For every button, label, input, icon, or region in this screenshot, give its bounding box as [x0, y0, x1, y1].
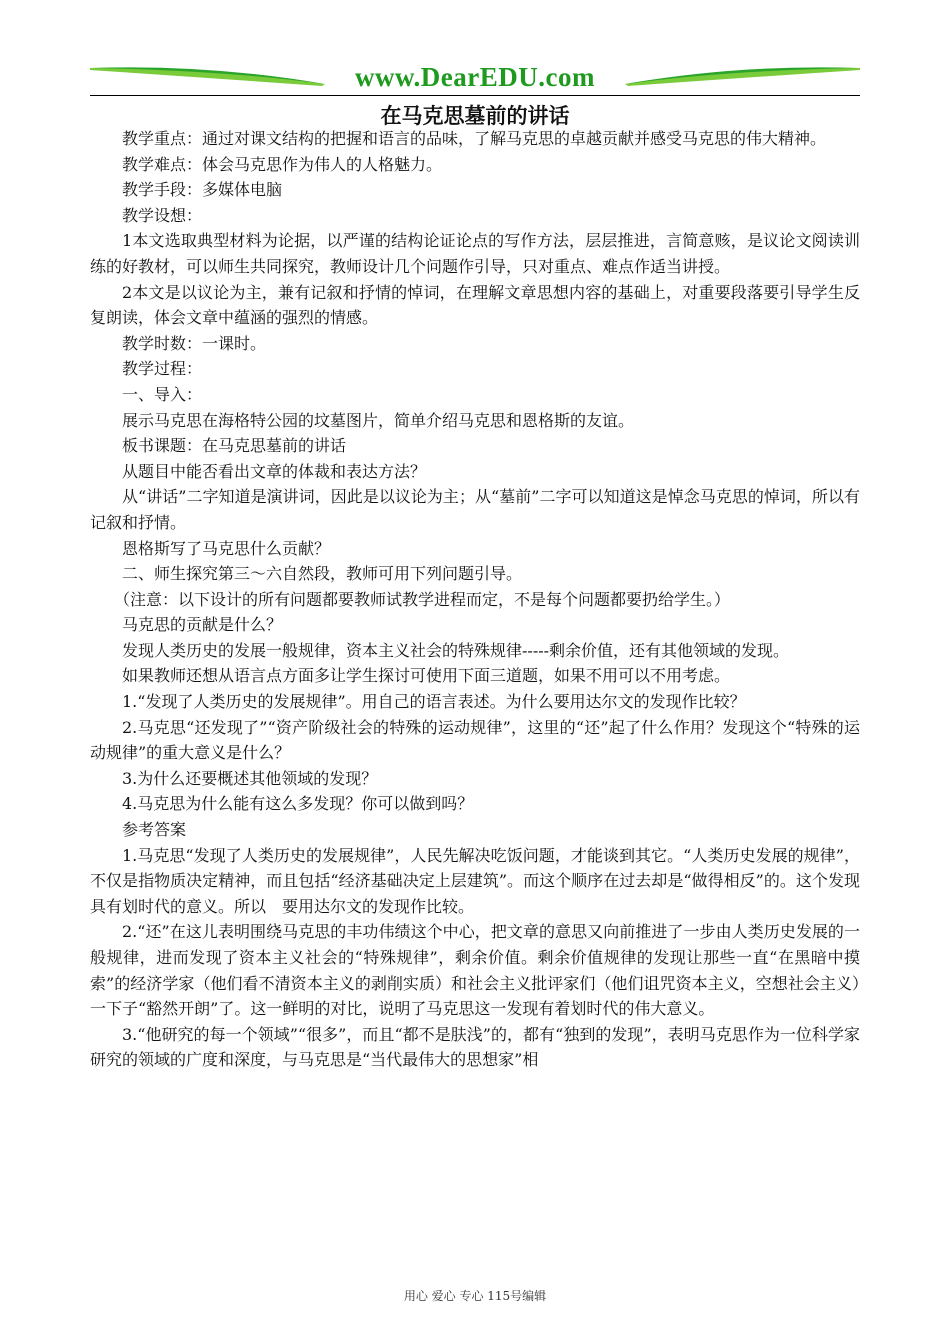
- paragraph: 教学重点：通过对课文结构的把握和语言的品味，了解马克思的卓越贡献并感受马克思的伟大精神。: [122, 129, 827, 148]
- site-logo: www.DearEDU.com: [355, 62, 595, 92]
- paragraph: 从“讲话”二字知道是演讲词，因此是以议论为主；从“墓前”二字可以知道这是悼念马克思的悼词，所以有记叙和抒情。: [90, 487, 860, 532]
- paragraph: 发现人类历史的发展一般规律，资本主义社会的特殊规律-----剩余价值，还有其他领域的发现。: [122, 640, 790, 660]
- paragraph: 马克思的贡献是什么？: [122, 615, 283, 635]
- paragraph: 教学手段：多媒体电脑: [122, 180, 283, 200]
- paragraph: 教学过程：: [122, 359, 203, 379]
- paragraph: 二、师生探究第三～六自然段，教师可用下列问题引导。: [122, 564, 523, 584]
- paragraph: 板书课题：在马克思墓前的讲话: [122, 436, 347, 456]
- paragraph: 2本文是以议论为主，兼有记叙和抒情的悼词，在理解文章思想内容的基础上，对重要段落要引导学生反复朗读，体会文章中蕴涵的强烈的情感。: [90, 282, 860, 328]
- paragraph: 展示马克思在海格特公园的坟墓图片，简单介绍马克思和恩格斯的友谊。: [122, 410, 635, 430]
- paragraph: 1本文选取典型材料为论据，以严谨的结构论证论点的写作方法，层层推进，言简意赅，是议论文阅读训练的好教材，可以师生共同探究，教师设计几个问题作引导，只对重点、难点作适当讲授。: [90, 231, 860, 276]
- paragraph: 4.马克思为什么能有这么多发现？你可以做到吗？: [122, 794, 474, 814]
- paragraph: 教学难点：体会马克思作为伟人的人格魅力。: [122, 154, 443, 174]
- paragraph: 参考答案: [122, 820, 187, 840]
- paragraph: 一、导入：: [122, 384, 203, 404]
- paragraph: 恩格斯写了马克思什么贡献？: [122, 538, 331, 558]
- paragraph: 3.为什么还要概述其他领域的发现？: [122, 768, 378, 788]
- paragraph: 教学时数：一课时。: [122, 333, 267, 353]
- paragraph: 2.“还”在这儿表明围绕马克思的丰功伟绩这个中心，把文章的意思又向前推进了一步由人类历史发展的一般规律，进而发现了资本主义社会的“特殊规律”，剩余价值。剩余价值规律的发现让那些一直“在黑暗中摸索”的经济学家（他们看不清资本主义的剥削实质）和社会主义批评家们（他们诅咒资本主义，空想社会主义）一下子“豁然开朗”了。这一鲜明的对比，说明了马克思这一发现有着划时代的伟大意义。: [90, 922, 860, 1019]
- paragraph: 教学设想：: [122, 205, 203, 225]
- page-footer: 用心 爱心 专心 115号编辑: [403, 1289, 547, 1303]
- paragraph: 从题目中能否看出文章的体裁和表达方法？: [122, 461, 427, 481]
- document-body: [90, 126, 860, 1073]
- page-title: 在马克思墓前的讲话: [380, 104, 570, 128]
- paragraph: 1.“发现了人类历史的发展规律”。用自己的语言表述。为什么要用达尔文的发现作比较？: [122, 692, 746, 712]
- page-header: [90, 60, 860, 94]
- paragraph: 1.马克思“发现了人类历史的发展规律”，人民先解决吃饭问题，才能谈到其它。“人类历史发展的规律”，不仅是指物质决定精神，而且包括“经济基础决定上层建筑”。而这个顺序在过去却是“做得相反”的。这个发现具有划时代的意义。所以 要用达尔文的发现作比较。: [90, 845, 860, 916]
- paragraph: （注意：以下设计的所有问题都要教师试教学进程而定，不是每个问题都要扔给学生。）: [114, 589, 731, 609]
- header-divider: [90, 95, 860, 96]
- paragraph: 2.马克思“还发现了”“资产阶级社会的特殊的运动规律”，这里的“还”起了什么作用？发现这个“特殊的运动规律”的重大意义是什么？: [90, 717, 860, 763]
- paragraph: 如果教师还想从语言点方面多让学生探讨可使用下面三道题，如果不用可以不用考虑。: [122, 666, 731, 686]
- paragraph: 3.“他研究的每一个领域”“很多”，而且“都不是肤浅”的，都有“独到的发现”，表明马克思作为一位科学家研究的领域的广度和深度，与马克思是“当代最伟大的思想家”相: [90, 1024, 860, 1070]
